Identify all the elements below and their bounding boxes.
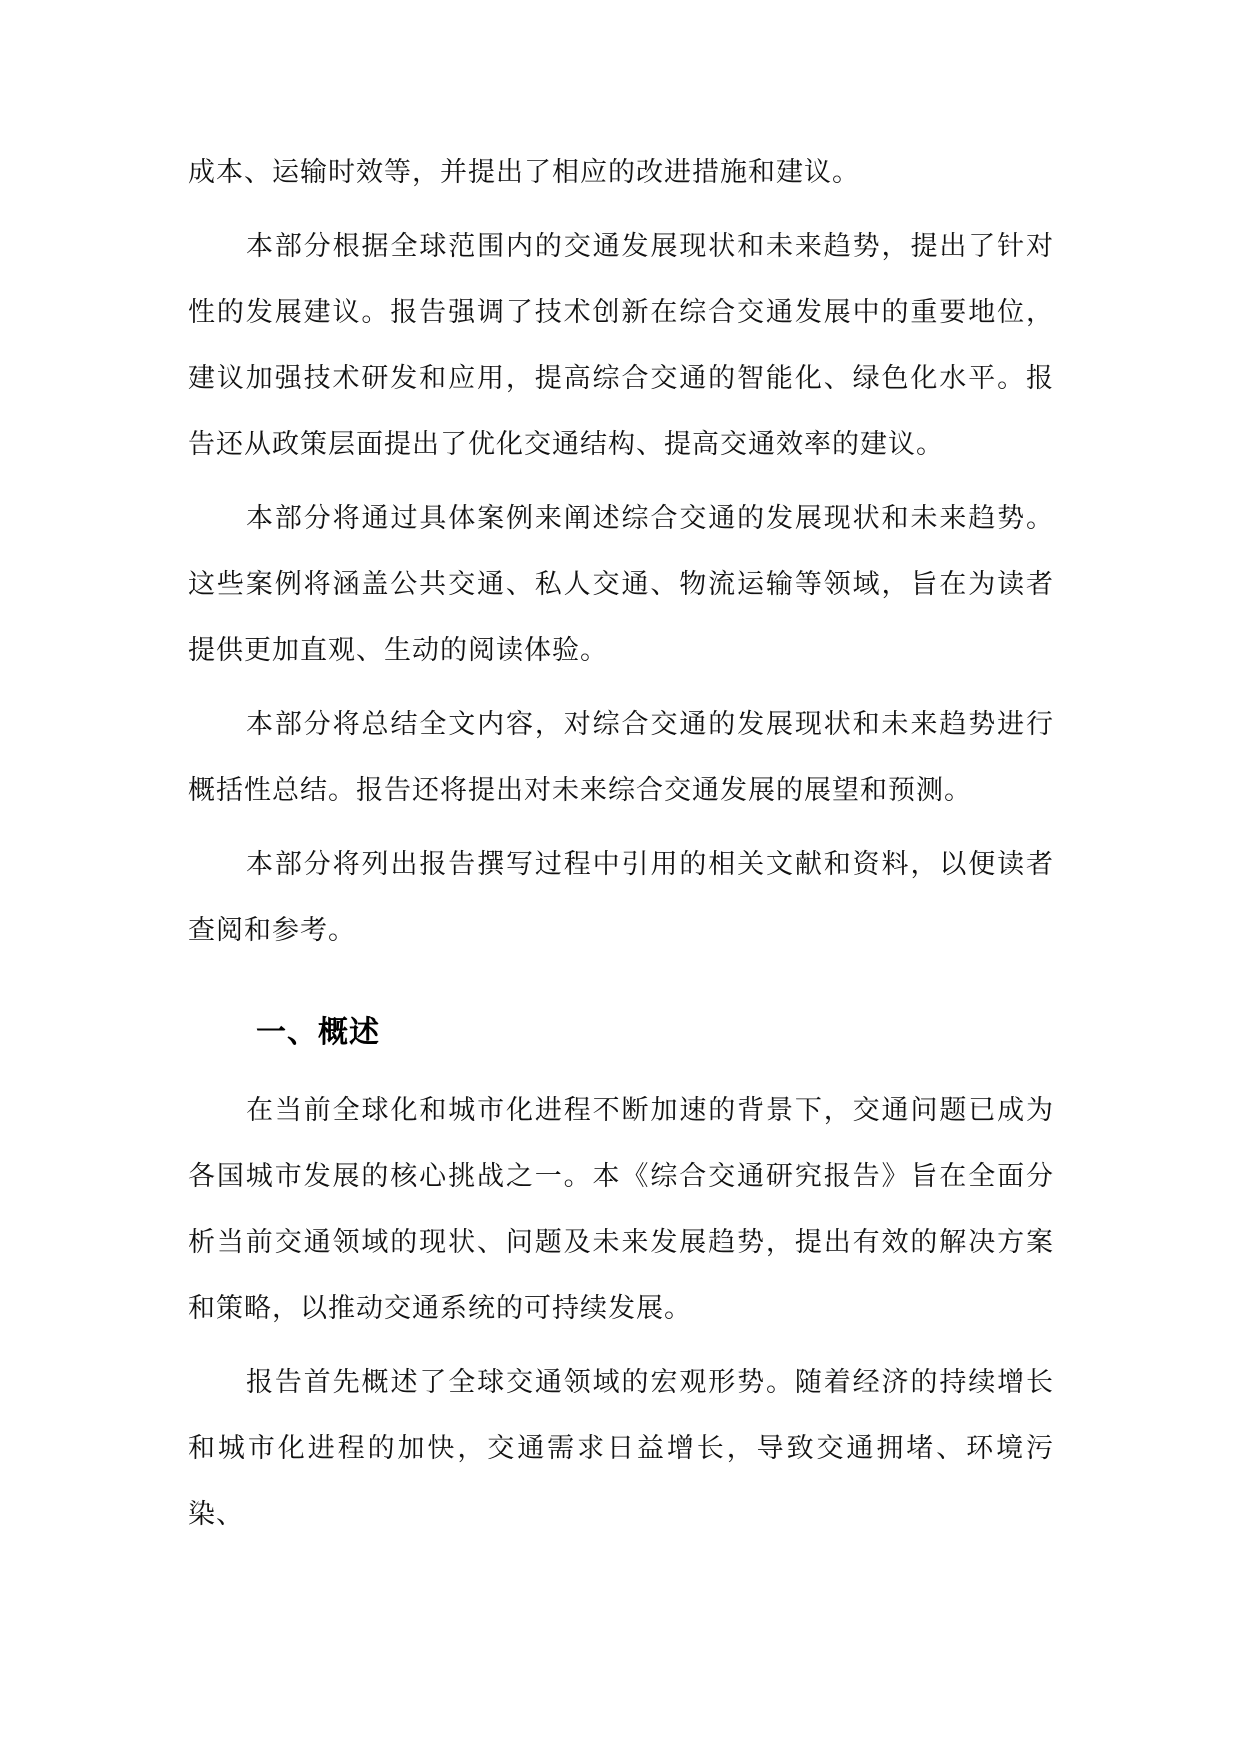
paragraph-2: 本部分根据全球范围内的交通发展现状和未来趋势，提出了针对性的发展建议。报告强调了技术创新在综合交通发展中的重要地位，建议加强技术研发和应用，提高综合交通的智能化、绿色化水平。报告还从政策层面提出了优化交通结构、提高交通效率的建议。 [188, 231, 1054, 460]
paragraph-7: 报告首先概述了全球交通领域的宏观形势。随着经济的持续增长和城市化进程的加快，交通需求日益增长，导致交通拥堵、环境污染、 [188, 1367, 1054, 1530]
paragraph-4: 本部分将总结全文内容，对综合交通的发展现状和未来趋势进行概括性总结。报告还将提出对未来综合交通发展的展望和预测。 [188, 709, 1054, 806]
paragraph-3: 本部分将通过具体案例来阐述综合交通的发展现状和未来趋势。这些案例将涵盖公共交通、私人交通、物流运输等领域，旨在为读者提供更加直观、生动的阅读体验。 [188, 503, 1054, 666]
paragraph-1: 成本、运输时效等，并提出了相应的改进措施和建议。 [188, 157, 860, 188]
paragraph-5: 本部分将列出报告撰写过程中引用的相关文献和资料，以便读者查阅和参考。 [188, 849, 1054, 946]
paragraph-6: 在当前全球化和城市化进程不断加速的背景下，交通问题已成为各国城市发展的核心挑战之一。本《综合交通研究报告》旨在全面分析当前交通领域的现状、问题及未来发展趋势，提出有效的解决方案和策略，以推动交通系统的可持续发展。 [188, 1095, 1054, 1324]
document-body [188, 140, 1054, 1556]
section-heading: 一、概述 [256, 1015, 380, 1050]
